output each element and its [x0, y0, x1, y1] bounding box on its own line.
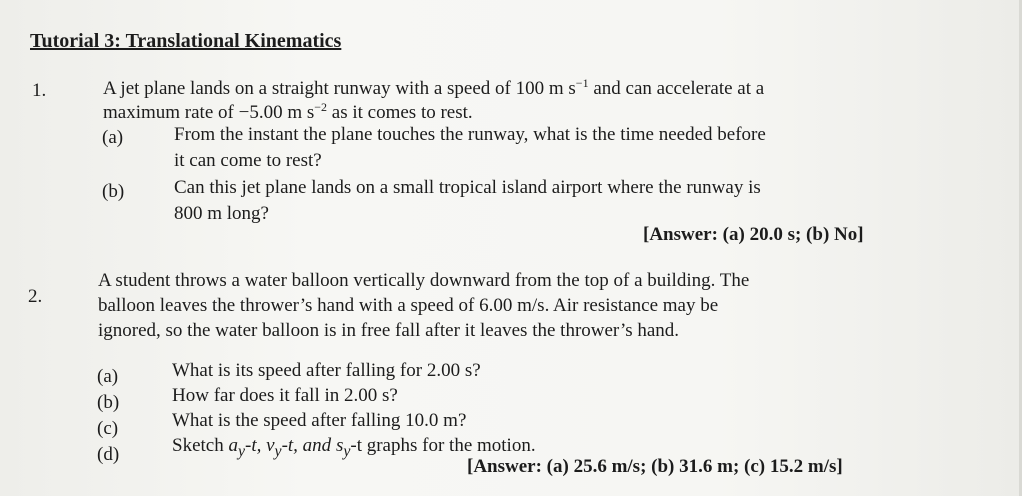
question-1b-line-2: 800 m long? — [174, 203, 269, 224]
question-2c-label: (c) — [97, 418, 119, 439]
question-1-answer: [Answer: (a) 20.0 s; (b) No] — [643, 224, 864, 245]
question-1a-line-1: From the instant the plane touches the runway, what is the time needed before — [174, 124, 766, 145]
question-1-line-2: maximum rate of −5.00 m $s^{-2}$ as it comes to rest. — [103, 100, 473, 123]
question-1-line-1: A jet plane lands on a straight runway with a speed of 100 m $s^{-1}$ and can accelerate at a — [103, 76, 765, 99]
question-2-line-1: A student throws a water balloon vertically downward from the top of a building. The — [98, 270, 750, 291]
question-2b-text: How far does it fall in 2.00 s? — [172, 385, 398, 406]
question-2-line-3: ignored, so the water balloon is in free fall after it leaves the thrower’s hand. — [98, 320, 680, 341]
question-1b-label: (b) — [102, 181, 125, 202]
question-2a-label: (a) — [97, 366, 119, 387]
question-1a-line-2: it can come to rest? — [174, 150, 322, 171]
question-2b-label: (b) — [97, 392, 120, 413]
question-2c-text: What is the speed after falling 10.0 m? — [172, 410, 467, 431]
question-2-line-2: balloon leaves the thrower’s hand with a speed of 6.00 m/s. Air resistance may be — [98, 295, 719, 316]
question-1a-label: (a) — [102, 127, 124, 148]
page-title: Tutorial 3: Translational Kinematics — [30, 30, 342, 52]
question-2d-label: (d) — [97, 444, 120, 465]
question-2d-text: Sketch $a_y-t$, $v_y-t$, and $s_y-t$ graphs for the motion. — [172, 435, 536, 460]
question-1b-line-1: Can this jet plane lands on a small tropical island airport where the runway is — [174, 177, 761, 198]
question-2-answer: [Answer: (a) 25.6 m/s; (b) 31.6 m; (c) 15.2 m/s] — [467, 456, 843, 477]
question-1-number: 1. — [32, 80, 47, 101]
question-2a-text: What is its speed after falling for 2.00 s? — [172, 360, 481, 381]
question-2-number: 2. — [28, 286, 43, 307]
